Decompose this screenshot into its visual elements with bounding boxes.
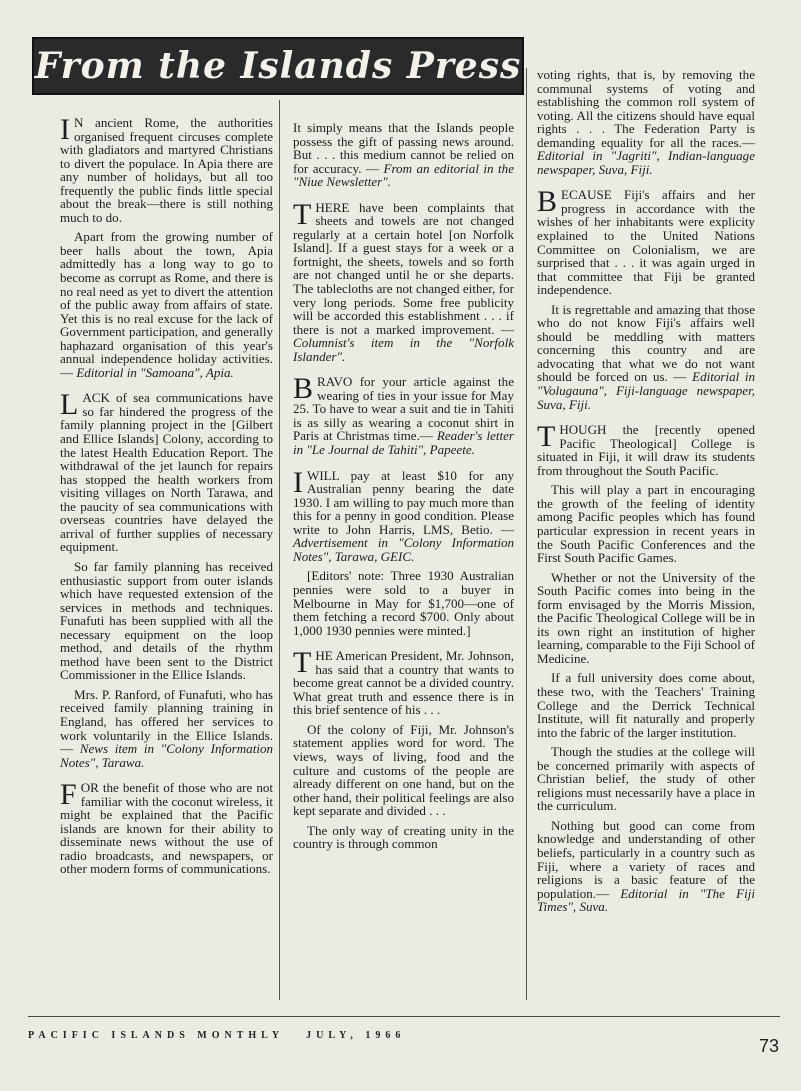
paragraph (537, 483, 755, 564)
paragraph-text: If a full university does come about, these two, with the Teachers' Training College and the Derrick Technical Institute, will fit naturally and properly into the fabric of the larger institution. (537, 670, 755, 740)
paragraph (293, 197, 514, 364)
paragraph-text: N ancient Rome, the authorities organised frequent circuses complete with gladiators and martyred Christians to divert the populace. In Apia there are any number of holidays, but all too frequently the public finds little special about the break—there is still nothing much to do. (60, 115, 273, 225)
page-number: 73 (758, 1036, 779, 1056)
page-footer (28, 1030, 427, 1041)
paragraph (537, 819, 755, 914)
drop-cap: I (293, 465, 303, 499)
paragraph (537, 571, 755, 666)
drop-cap: B (537, 185, 558, 219)
column-divider-right (526, 68, 527, 1000)
paragraph (293, 465, 514, 564)
paragraph-text: HERE have been complaints that sheets and towels are not changed regularly at a certain hotel [on Norfolk Island]. If a guest stays for a week or a fortnight, the sheets, towels and so forth are not changed until he or she departs. The tablecloths are not changed either, for very long periods. Some free publicity will be accorded this establishment . . . if there is not a marked improvement. — (293, 199, 514, 337)
source-attribution: Editorial in "Volugauna", Fiji-language newspaper, Suva, Fiji. (537, 369, 755, 412)
paragraph (60, 113, 273, 225)
paragraph (60, 688, 273, 769)
source-attribution: From an editorial in the "Niue Newsletter". (293, 160, 514, 190)
paragraph-text: HE American President, Mr. Johnson, has said that a country that wants to become great cannot be a divided country. What great truth and essence there is in this brief sentence of his . . . (293, 648, 514, 718)
drop-cap: I (60, 113, 70, 146)
paragraph (537, 671, 755, 739)
section-banner (32, 37, 524, 95)
paragraph (293, 646, 514, 718)
paragraph-text: WILL pay at least $10 for any Australian penny bearing the date 1930. I am willing to pay much more than this for a penny in good condition. Please write to John Harris, LMS, Betio. — (293, 467, 514, 537)
paragraph (537, 420, 755, 478)
footer-date: JULY, 1966 (306, 1030, 406, 1041)
paragraph-text: It is regrettable and amazing that those who do not know Fiji's affairs well should be meddling with matters concerning this country and are advocating that what we do not want should be forced on us. — (537, 301, 755, 385)
column-divider-left (279, 100, 280, 1000)
paragraph (293, 372, 514, 458)
paragraph (537, 68, 755, 176)
paragraph (293, 824, 514, 851)
source-attribution: Columnist's item in the "Norfolk Islander". (293, 335, 514, 364)
source-attribution: Advertisement in "Colony Information Notes", Tarawa, GEIC. (293, 535, 514, 564)
paragraph-text: It simply means that the Islands people possess the gift of passing news around. But . . . this medium cannot be relied on for accuracy. — (293, 120, 514, 176)
source-attribution: Editorial in "Samoana", Apia. (76, 364, 234, 380)
paragraph (60, 388, 273, 555)
paragraph-text: RAVO for your article against the wearing of ties in your issue for May 25. To have to wear a suit and tie in Tahiti is as silly as wearing a coconut shirt in Paris at Christmas time.— (293, 374, 514, 444)
paragraph (537, 303, 755, 411)
paragraph-text: [Editors' note: Three 1930 Australian pennies were sold to a buyer in Melbourne in May for $1,700—one of them fetching a record $700. Only about 1,000 1930 pennies were minted.] (293, 568, 514, 638)
paragraph-text: Apart from the growing number of beer halls about the town, Apia admittedly has a long way to go to become as corrupt as Rome, and there is no real need as yet to divert the attention of the public away from affairs of state. Yet this is no real excuse for the lack of Government participation, and generally haphazard organisation of this year's annual independence holiday activities. — (60, 229, 273, 380)
paragraph (60, 230, 273, 379)
paragraph-text: Whether or not the University of the South Pacific comes into being in the form envisaged by the Morris Mission, the Pacific Theological College will be in its own right an institution of higher learning, comparable to the Fiji School of Medicine. (537, 569, 755, 666)
column-1 (60, 113, 273, 882)
paragraph (293, 723, 514, 818)
source-attribution: Reader's letter in "Le Journal de Tahiti", Papeete. (293, 428, 514, 458)
drop-cap: L (60, 388, 79, 422)
paragraph-text: OR the benefit of those who are not familiar with the coconut wireless, it might be explained that the Pacific islands are known for their ability to disseminate news without the use of radio broadcasts, and newspapers, or other modern forms of communications. (60, 780, 273, 877)
drop-cap: T (537, 420, 556, 454)
paragraph-text: Mrs. P. Ranford, of Funafuti, who has received family planning training in England, has offered her services to work voluntarily in the Ellice Islands. — (60, 686, 273, 757)
banner-title: From the Islands Press (34, 45, 522, 87)
paragraph-text: This will play a part in encouraging the growth of the feeling of identity among Pacific peoples which has found particular expression in recent years in the South Pacific Conferences and the First South Pacific Games. (537, 482, 755, 566)
drop-cap: B (293, 372, 314, 406)
paragraph (293, 569, 514, 637)
paragraph (60, 560, 273, 682)
paragraph-text: So far family planning has received enthusiastic support from outer islands which have requested extension of the services in methods and techniques. Funafuti has been supplied with all the necessary equipment on the loop method, and details of the rhythm method have been sent to the District Commissioner in the Ellice Islands. (60, 558, 273, 683)
paragraph (293, 121, 514, 189)
paragraph-text: Though the studies at the college will be concerned primarily with aspects of Christian belief, the study of other religions must necessarily have a place in the curriculum. (537, 744, 755, 814)
paragraph (537, 185, 755, 298)
paragraph-text: Nothing but good can come from knowledge and understanding of other beliefs, particularly in a country such as Fiji, where a variety of races and religions is a basic feature of the population.— (537, 817, 755, 901)
paragraph (537, 745, 755, 813)
paragraph-text: ECAUSE Fiji's affairs and her progress in accordance with the wishes of her inhabitants were explicity explained to the United Nations Committee on Colonialism, we are surprised that . . . it was again urged in that committee that Fiji be granted independence. (537, 187, 755, 298)
footer-magazine: PACIFIC ISLANDS MONTHLY (28, 1030, 285, 1041)
bottom-rule (28, 1016, 780, 1017)
paragraph-text: The only way of creating unity in the country is through common (293, 822, 514, 852)
drop-cap: T (293, 646, 312, 680)
paragraph (60, 778, 273, 877)
paragraph-text: voting rights, that is, by removing the communal systems of voting and establishing the common roll system of voting. All the citizens should have equal rights . . . The Federation Party is demanding equality for all the races.— (537, 67, 755, 150)
source-attribution: Editorial in "Jagriti", Indian-language newspaper, Suva, Fiji. (537, 148, 755, 177)
paragraph-text: ACK of sea communications have so far hindered the progress of the family planning project in the [Gilbert and Ellice Islands] Colony, according to the latest Health Education Report. The withdrawal of the jet launch for repairs has stopped the health workers from visiting villages on North Tarawa, and the paucity of sea communications with overseas countries have delayed the arrival of further supplies of necessary equipment. (60, 390, 273, 555)
drop-cap: F (60, 778, 77, 812)
source-attribution: Editorial in "The Fiji Times", Suva. (537, 885, 755, 915)
paragraph-text: Of the colony of Fiji, Mr. Johnson's statement applies word for word. The views, ways of living, food and the culture and customs of the people are already different on one hand, but on the other hand, their political feelings are also kept separate and divided . . . (293, 721, 514, 819)
drop-cap: T (293, 197, 312, 231)
source-attribution: News item in "Colony Information Notes", Tarawa. (60, 741, 273, 770)
paragraph-text: HOUGH the [recently opened Pacific Theological] College is situated in Fiji, it will draw its students from throughout the South Pacific. (537, 422, 755, 478)
column-2 (293, 121, 514, 857)
column-3 (537, 68, 755, 920)
